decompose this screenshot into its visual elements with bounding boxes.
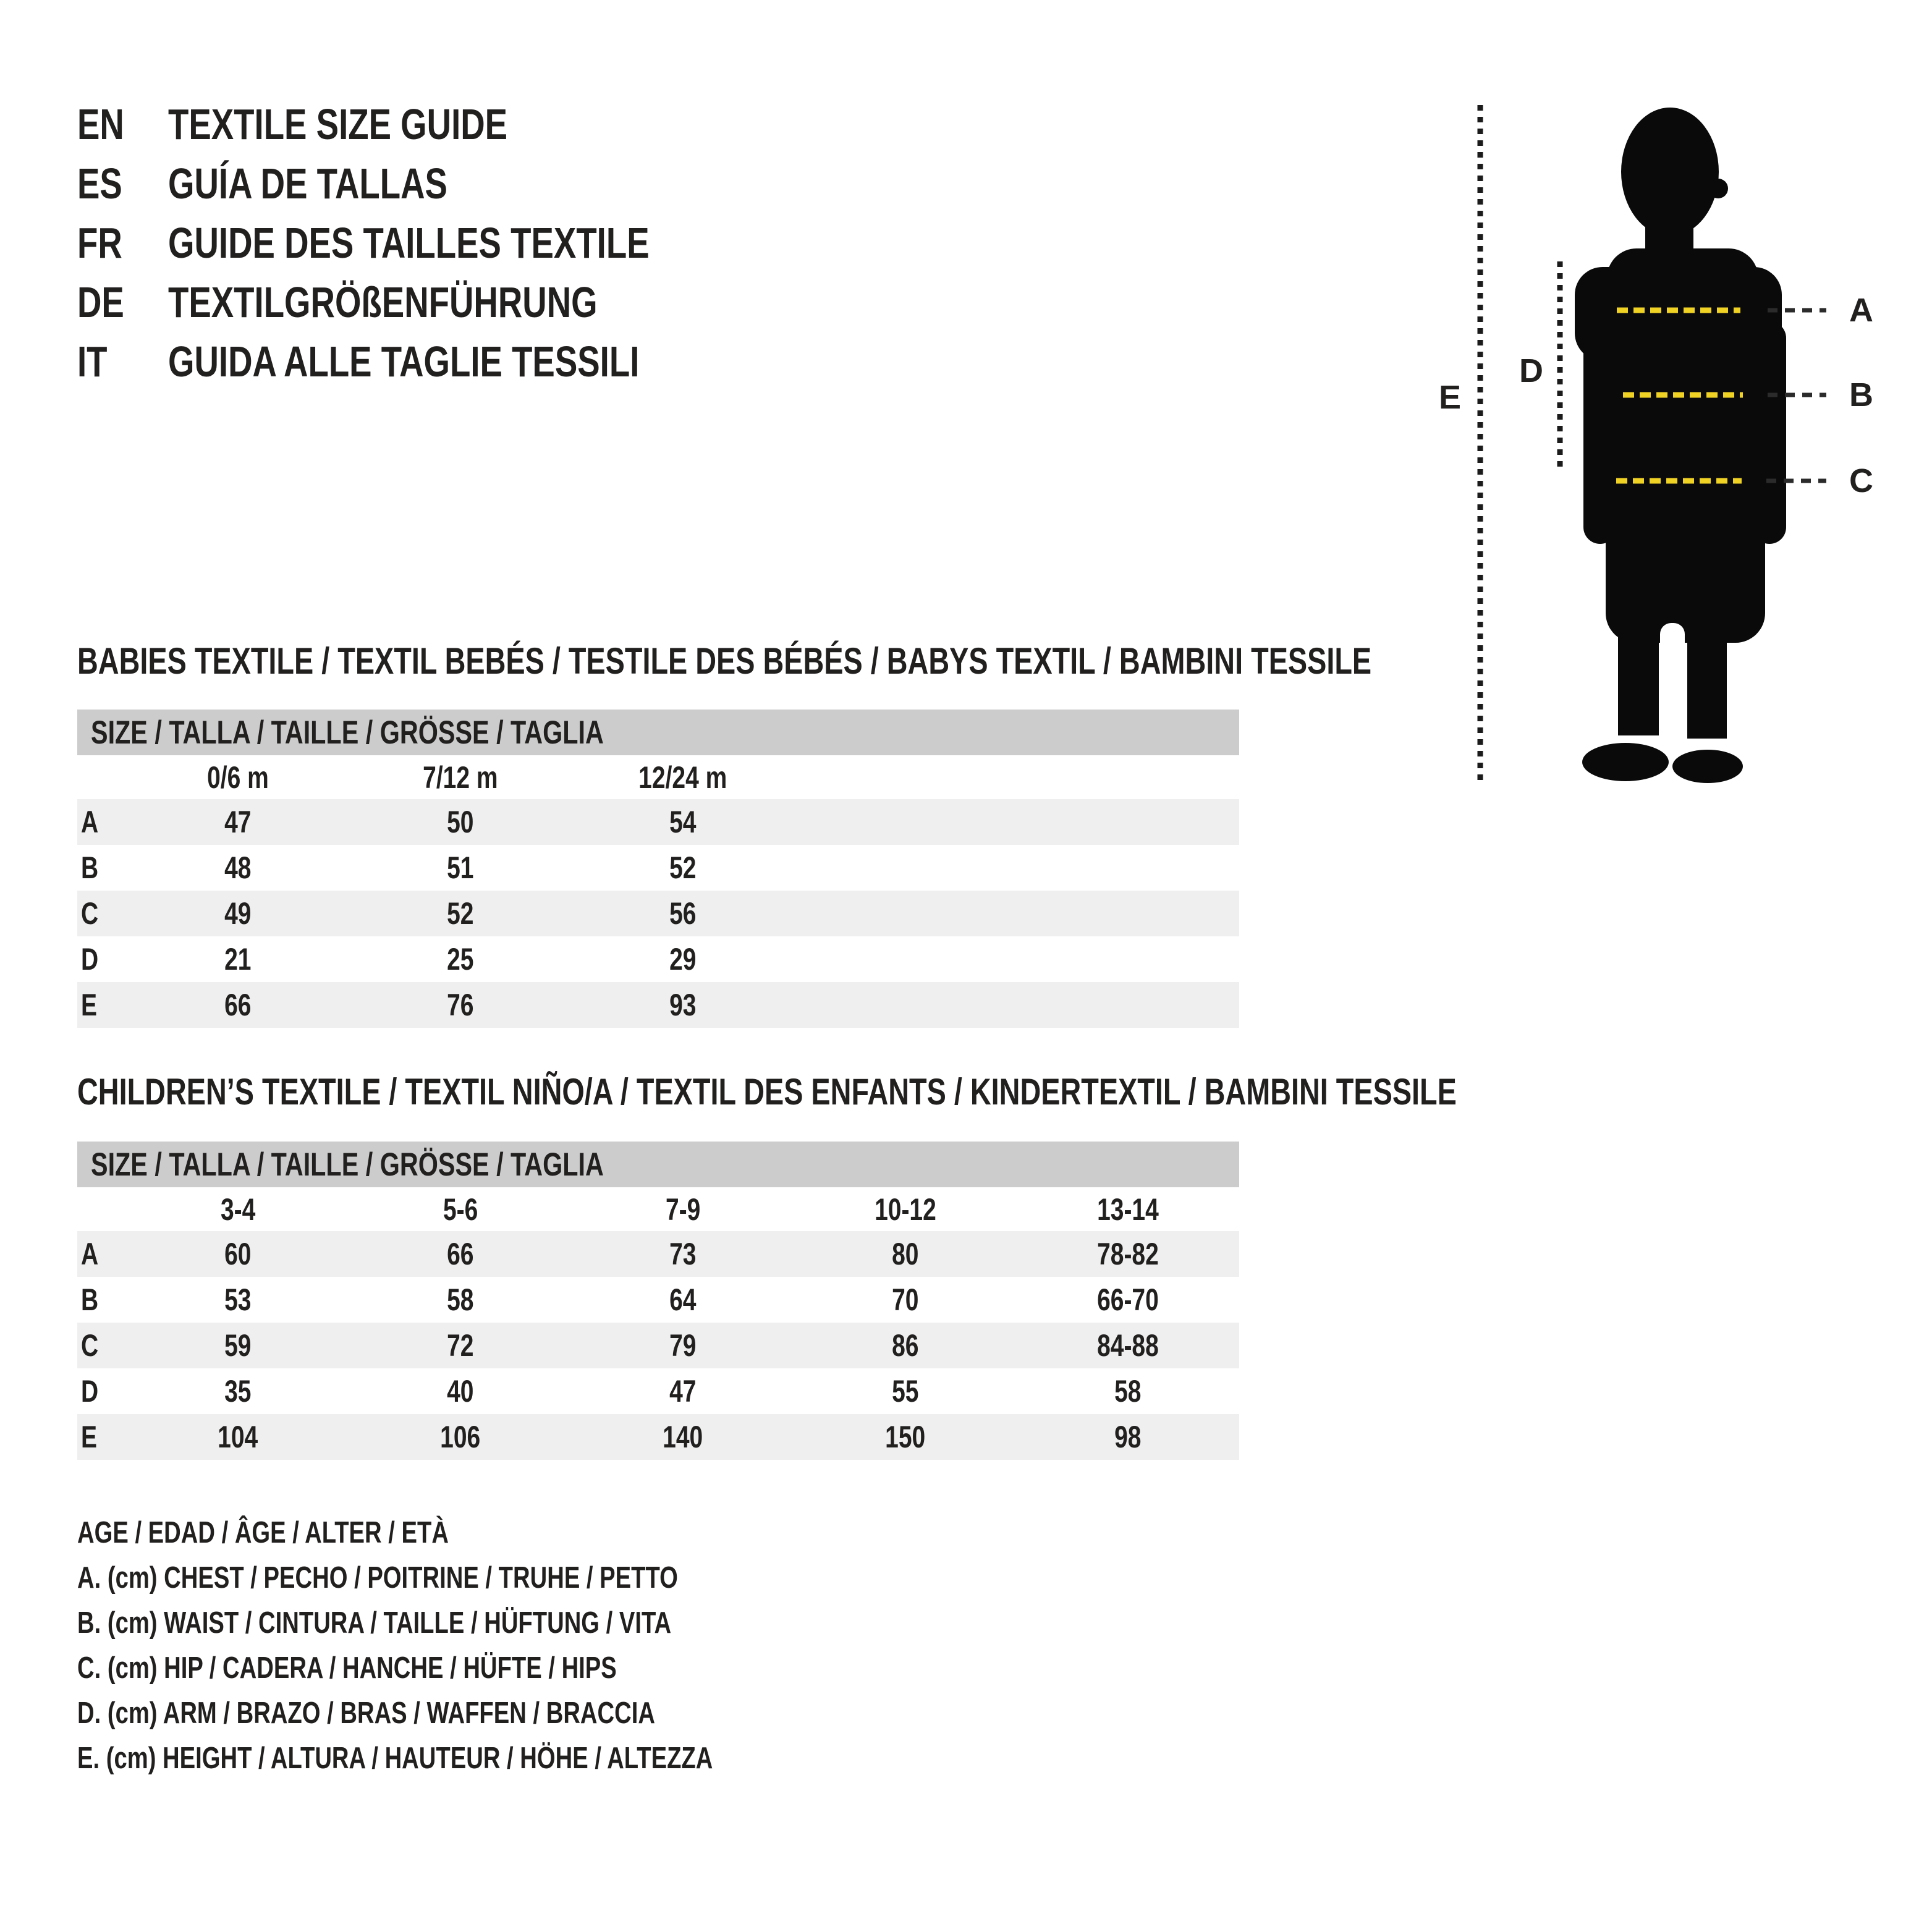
legend-age: AGE / EDAD / ÂGE / ALTER / ETÀ: [77, 1516, 449, 1549]
table-row: C 49 52 56: [77, 891, 1239, 936]
measurement-figure: [1421, 62, 1932, 834]
lang-code-es: ES: [77, 159, 122, 208]
guide-title-fr: GUIDE DES TAILLES TEXTILE: [168, 219, 650, 267]
legend-height: E. (cm) HEIGHT / ALTURA / HAUTEUR / HÖHE / ALTEZZA: [77, 1742, 713, 1775]
children-col-4: 13-14: [1097, 1192, 1159, 1227]
children-col-2: 7-9: [665, 1192, 701, 1227]
table-row: C 59 72 79 86 84-88: [77, 1323, 1239, 1368]
guide-title-en: TEXTILE SIZE GUIDE: [168, 100, 508, 148]
babies-col-0: 0/6 m: [207, 760, 269, 795]
table-row: B 48 51 52: [81, 850, 697, 885]
babies-size-table: [77, 710, 1239, 1028]
children-col-1: 5-6: [443, 1192, 478, 1227]
guide-title-es: GUÍA DE TALLAS: [168, 159, 447, 208]
children-size-header-bar: SIZE / TALLA / TAILLE / GRÖSSE / TAGLIA: [77, 1142, 1239, 1187]
children-column-headers: [77, 1187, 1239, 1231]
babies-column-headers: [77, 755, 1239, 799]
legend-hip: C. (cm) HIP / CADERA / HANCHE / HÜFTE / HIPS: [77, 1651, 617, 1685]
children-col-0: 3-4: [220, 1192, 256, 1227]
table-row: D 35 40 47 55 58: [81, 1374, 1142, 1409]
figure-label-height: E: [1439, 379, 1462, 416]
guide-title-it: GUIDA ALLE TAGLIE TESSILI: [168, 337, 640, 386]
lang-code-en: EN: [77, 100, 124, 148]
figure-label-arm: D: [1519, 352, 1543, 389]
children-section-title: CHILDREN’S TEXTILE / TEXTIL NIÑO/A / TEXTIL DES ENFANTS / KINDERTEXTIL / BAMBINI TESSILE: [77, 1071, 1457, 1112]
children-size-table: [77, 1142, 1239, 1460]
table-row: D 21 25 29: [81, 942, 697, 977]
lang-code-fr: FR: [77, 219, 122, 267]
babies-col-1: 7/12 m: [423, 760, 498, 795]
measurement-legend: [77, 1510, 892, 1781]
legend-chest: A. (cm) CHEST / PECHO / POITRINE / TRUHE / PETTO: [77, 1561, 678, 1595]
babies-size-header-bar: SIZE / TALLA / TAILLE / GRÖSSE / TAGLIA: [77, 710, 1239, 755]
babies-section-title: BABIES TEXTILE / TEXTIL BEBÉS / TESTILE DES BÉBÉS / BABYS TEXTIL / BAMBINI TESSILE: [77, 640, 1372, 682]
table-row: A 60 66 73 80 78-82: [77, 1231, 1239, 1277]
legend-arm: D. (cm) ARM / BRAZO / BRAS / WAFFEN / BRACCIA: [77, 1697, 655, 1730]
lang-code-it: IT: [77, 337, 108, 386]
legend-waist: B. (cm) WAIST / CINTURA / TAILLE / HÜFTUNG / VITA: [77, 1606, 672, 1640]
table-row: B 53 58 64 70 66-70: [81, 1282, 1159, 1317]
table-row: E 104 106 140 150 98: [77, 1414, 1239, 1460]
guide-title-de: TEXTILGRÖßENFÜHRUNG: [168, 278, 598, 326]
child-silhouette-icon: [1575, 108, 1786, 783]
babies-col-2: 12/24 m: [638, 760, 727, 795]
children-col-3: 10-12: [875, 1192, 936, 1227]
table-row: E 66 76 93: [77, 982, 1239, 1028]
figure-label-waist: B: [1849, 376, 1873, 413]
table-row: A 47 50 54: [77, 799, 1239, 845]
figure-label-chest: A: [1849, 292, 1873, 329]
figure-label-hip: C: [1849, 462, 1873, 499]
lang-code-de: DE: [77, 278, 124, 326]
